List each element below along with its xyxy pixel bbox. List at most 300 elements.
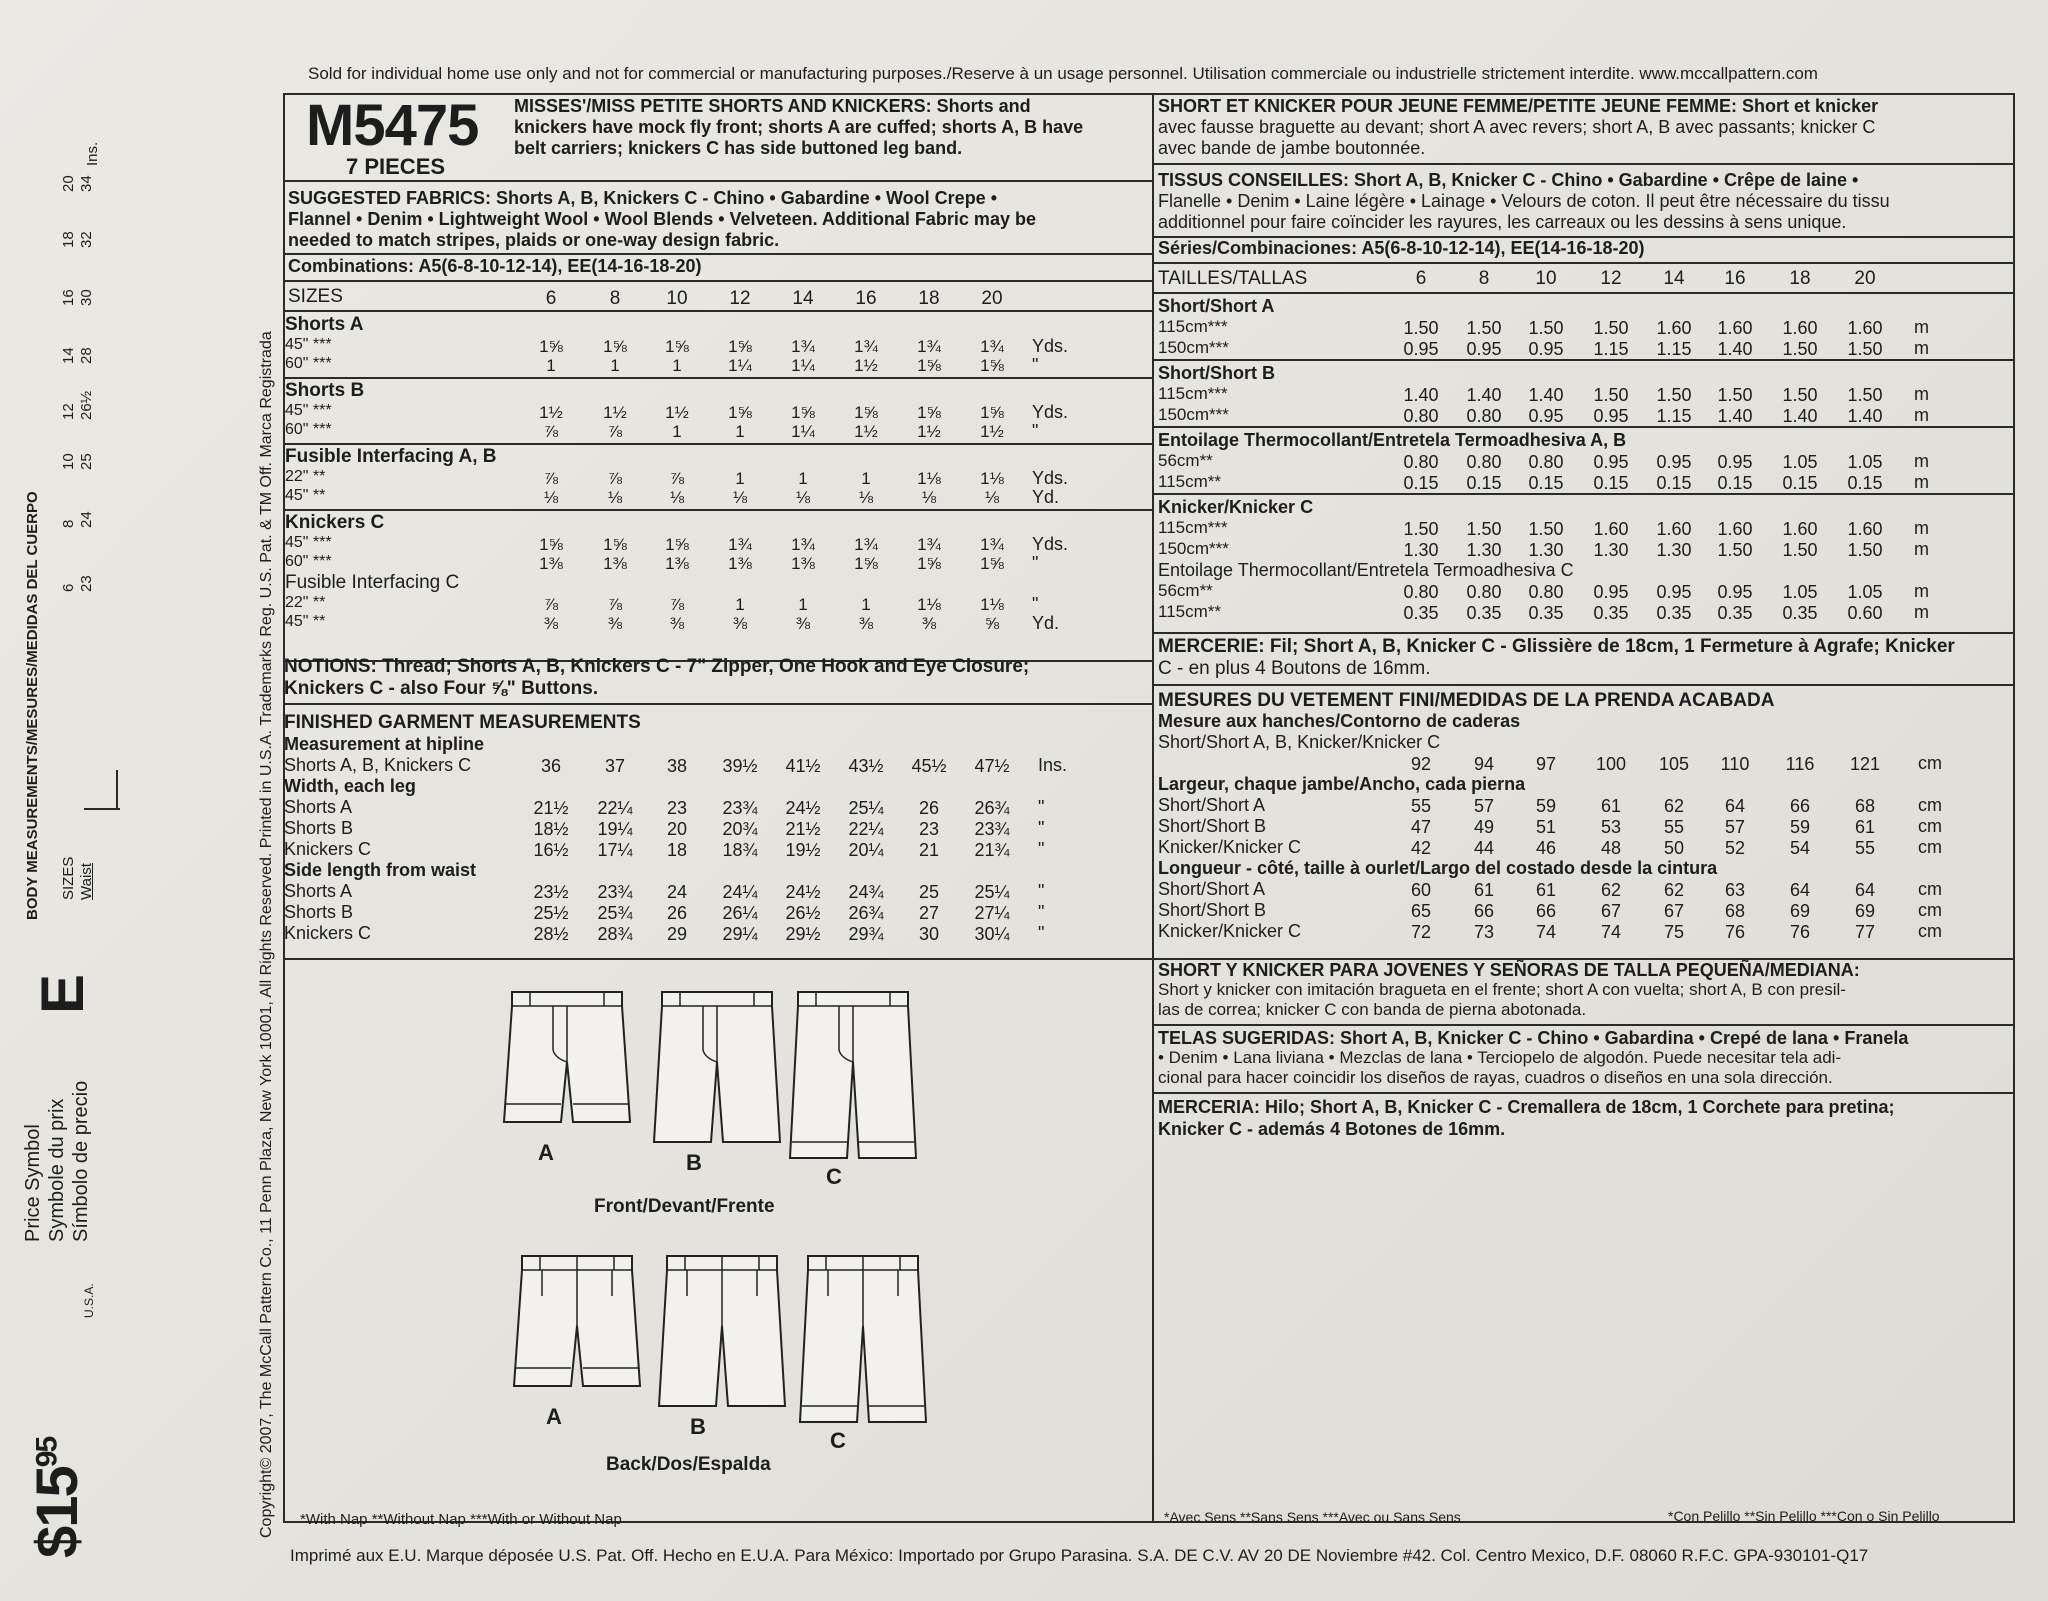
body-waist: 34 <box>78 175 95 192</box>
finished-title-fr: MESURES DU VETEMENT FINI/MEDIDAS DE LA PRENDA ACABADA <box>1158 690 1775 711</box>
yardage-value: 1¾ <box>791 337 815 356</box>
divider <box>283 377 1153 379</box>
finished-value: 17¼ <box>597 840 633 860</box>
yardage-value: 1 <box>546 356 556 375</box>
yardage-value: 1½ <box>539 403 563 422</box>
metric-value: 0.15 <box>1717 473 1753 493</box>
yardage-value: 1⅛ <box>980 595 1004 614</box>
metric-row-label: 150cm*** <box>1158 405 1229 424</box>
finished-value: 24½ <box>785 798 821 818</box>
metric-row-label: 150cm*** <box>1158 338 1229 357</box>
yardage-value: 1½ <box>603 403 627 422</box>
finished-value: 24½ <box>785 882 821 902</box>
spanish-fabrics <box>1158 1028 1908 1088</box>
finished-value: 19½ <box>785 840 821 860</box>
yardage-value: 1⅝ <box>665 535 689 554</box>
french-fabrics-line: Flanelle • Denim • Laine légère • Lainage • Velours de coton. Il peut être nécessaire du tissu <box>1158 191 1890 211</box>
yardage-value: 1½ <box>917 422 941 441</box>
finished-value-fr: 50 <box>1663 838 1685 858</box>
size-col: 6 <box>545 288 557 309</box>
body-measurements-title: BODY MEASUREMENTS/MESURES/MEDIDAS DEL CUERPO <box>24 491 41 920</box>
taille-col: 16 <box>1724 268 1746 289</box>
finished-value-fr: 76 <box>1789 922 1811 942</box>
finished-value-fr: 67 <box>1663 901 1685 921</box>
finished-row-label-fr: Short/Short B <box>1158 900 1267 920</box>
finished-value-fr: 72 <box>1410 922 1432 942</box>
sizes-header: SIZES <box>288 286 343 307</box>
finished-value: 28¾ <box>597 924 633 944</box>
metric-value: 0.80 <box>1403 452 1439 472</box>
metric-value: 0.95 <box>1593 452 1629 472</box>
metric-value: 1.40 <box>1847 406 1883 426</box>
metric-unit: m <box>1914 539 1929 559</box>
finished-value-fr: 67 <box>1600 901 1622 921</box>
fabrics-line: SUGGESTED FABRICS: Shorts A, B, Knickers C - Chino • Gabardine • Wool Crepe • <box>288 188 997 208</box>
yardage-value: 1⅝ <box>980 356 1004 375</box>
finished-value: 30¼ <box>974 924 1010 944</box>
metric-value: 1.50 <box>1528 519 1564 539</box>
finished-value-fr: 76 <box>1724 922 1746 942</box>
frame-right <box>2013 93 2015 1523</box>
metric-value: 1.40 <box>1782 406 1818 426</box>
finished-value-fr: 54 <box>1789 838 1811 858</box>
yardage-value: 1 <box>735 469 745 488</box>
yardage-value: ⅜ <box>795 614 811 633</box>
tailles-header: TAILLES/TALLAS <box>1158 268 1308 289</box>
metric-value: 0.35 <box>1656 603 1692 623</box>
yardage-unit: " <box>1032 355 1039 375</box>
metric-value: 0.15 <box>1466 473 1502 493</box>
view-letter-back-a: A <box>546 1404 562 1429</box>
finished-unit: " <box>1038 902 1045 922</box>
metric-value: 1.50 <box>1847 540 1883 560</box>
waist-rule-tick <box>116 770 118 810</box>
metric-row-label: 115cm*** <box>1158 317 1228 336</box>
metric-value: 1.50 <box>1403 318 1439 338</box>
metric-value: 0.95 <box>1717 582 1753 602</box>
french-description <box>1158 96 1878 159</box>
finished-value-fr: 75 <box>1663 922 1685 942</box>
yardage-value: 1⅜ <box>539 554 563 573</box>
finished-value: 21½ <box>785 819 821 839</box>
pieces-count: 7 PIECES <box>346 154 446 179</box>
body-size: 14 <box>60 347 77 364</box>
metric-value: 0.95 <box>1717 452 1753 472</box>
metric-value: 0.95 <box>1593 582 1629 602</box>
divider <box>1152 359 2015 361</box>
yardage-unit: Yd. <box>1032 487 1060 507</box>
yardage-value: ⅞ <box>543 422 559 441</box>
divider <box>283 703 1153 705</box>
metric-unit: m <box>1914 317 1929 337</box>
size-col: 14 <box>792 288 814 309</box>
finished-unit-fr: cm <box>1918 795 1942 815</box>
finished-value-fr: 55 <box>1410 796 1432 816</box>
yardage-unit: " <box>1032 553 1039 573</box>
finished-unit: " <box>1038 797 1045 817</box>
yardage-value: 1¾ <box>854 337 878 356</box>
finished-value-fr: 53 <box>1600 817 1622 837</box>
metric-value: 0.95 <box>1593 406 1629 426</box>
finished-row-label: Knickers C <box>284 923 372 943</box>
finished-row-label: Shorts A <box>284 797 353 817</box>
divider <box>283 443 1153 445</box>
finished-value-fr: 61 <box>1535 880 1557 900</box>
yardage-unit: Yds. <box>1032 534 1069 554</box>
taille-col: 8 <box>1478 268 1490 289</box>
yardage-value: ⅜ <box>732 614 748 633</box>
metric-value: 0.35 <box>1717 603 1753 623</box>
yardage-value: 1 <box>735 595 745 614</box>
finished-value: 19¼ <box>597 819 633 839</box>
spanish-description <box>1158 960 1860 1020</box>
finished-value: 25¼ <box>848 798 884 818</box>
french-desc-line: avec fausse braguette au devant; short A avec revers; short A, B avec passants; knicker C <box>1158 117 1876 137</box>
fabrics-line: needed to match stripes, plaids or one-way design fabric. <box>288 230 780 250</box>
finished-value-fr: 62 <box>1600 880 1622 900</box>
yardage-unit: Yds. <box>1032 402 1069 422</box>
taille-col: 12 <box>1600 268 1622 289</box>
divider <box>1152 1092 2015 1094</box>
size-col: 18 <box>918 288 940 309</box>
metric-value: 0.95 <box>1466 339 1502 359</box>
yardage-value: 1⅜ <box>665 554 689 573</box>
metric-value: 1.60 <box>1717 318 1753 338</box>
finished-value: 23½ <box>533 882 569 902</box>
finished-value: 26½ <box>785 903 821 923</box>
metric-unit: m <box>1914 518 1929 538</box>
finished-value: 23¾ <box>722 798 758 818</box>
view-letter-front-c: C <box>826 1164 842 1189</box>
finished-value-fr: 55 <box>1663 817 1685 837</box>
finished-unit: " <box>1038 839 1045 859</box>
metric-row-label: 115cm** <box>1158 602 1221 621</box>
finished-value: 23 <box>666 798 688 818</box>
finished-value: 18¾ <box>722 840 758 860</box>
mercerie-line: MERCERIE: Fil; Short A, B, Knicker C - Glissière de 18cm, 1 Fermeture à Agrafe; Knicker <box>1158 636 1955 657</box>
metric-value: 0.15 <box>1847 473 1883 493</box>
finished-value-fr: 44 <box>1473 838 1495 858</box>
spanish-desc-line: Short y knicker con imitación bragueta en el frente; short A con vuelta; short A, B con presil- <box>1158 980 1846 999</box>
metric-unit: m <box>1914 384 1929 404</box>
finished-value: 27 <box>918 903 940 923</box>
metric-value: 0.15 <box>1782 473 1818 493</box>
finished-value-fr: 100 <box>1595 754 1627 774</box>
taille-col: 14 <box>1663 268 1685 289</box>
finished-value-fr: 51 <box>1535 817 1557 837</box>
finished-value: 21½ <box>533 798 569 818</box>
finished-value: 18½ <box>533 819 569 839</box>
finished-value-fr: 62 <box>1663 880 1685 900</box>
metric-unit: m <box>1914 602 1929 622</box>
yardage-value: ⅝ <box>984 614 1000 633</box>
metric-value: 0.35 <box>1593 603 1629 623</box>
finished-row-label-fr: Short/Short B <box>1158 816 1267 836</box>
finished-value-fr: 63 <box>1724 880 1746 900</box>
waist-rule <box>84 808 120 810</box>
finished-value-fr: 73 <box>1473 922 1495 942</box>
taille-col: 10 <box>1535 268 1557 289</box>
spanish-desc-line: SHORT Y KNICKER PARA JOVENES Y SEÑORAS DE TALLA PEQUEÑA/MEDIANA: <box>1158 960 1860 980</box>
yardage-value: 1 <box>798 469 808 488</box>
finished-value: 47½ <box>974 756 1010 776</box>
metric-row-label: Entoilage Thermocollant/Entretela Termoadhesiva C <box>1158 560 1574 580</box>
yardage-row-label: 45" *** <box>285 402 332 419</box>
yardage-value: 1⅝ <box>854 403 878 422</box>
finished-value: 20¼ <box>848 840 884 860</box>
price-symbol-en: Price Symbol <box>22 1124 44 1242</box>
metric-row-label: 56cm** <box>1158 581 1213 600</box>
notions-line: Knickers C - also Four ⅝" Buttons. <box>284 678 599 699</box>
finished-value: 29¼ <box>722 924 758 944</box>
finished-value-fr: 68 <box>1724 901 1746 921</box>
finished-value: 38 <box>666 756 688 776</box>
metric-row-label: Entoilage Thermocollant/Entretela Termoadhesiva A, B <box>1158 430 1627 450</box>
yardage-value: 1⅝ <box>917 356 941 375</box>
description <box>514 96 1083 159</box>
view-letter-front-b: B <box>686 1150 702 1175</box>
metric-value: 1.50 <box>1782 339 1818 359</box>
price-symbol-es: Símbolo de precio <box>70 1080 92 1242</box>
notions-line: NOTIONS: Thread; Shorts A, B, Knickers C - 7" Zipper, One Hook and Eye Closure; <box>284 656 1030 677</box>
divider <box>1152 262 2015 264</box>
finished-value: 24¾ <box>848 882 884 902</box>
metric-value: 1.60 <box>1847 318 1883 338</box>
finished-unit: " <box>1038 881 1045 901</box>
yardage-value: ⅞ <box>607 595 623 614</box>
finished-row-label: Shorts A <box>284 881 353 901</box>
finished-value-fr: 66 <box>1789 796 1811 816</box>
yardage-row-label: 60" *** <box>285 553 332 570</box>
yardage-value: 1¾ <box>917 535 941 554</box>
yardage-value: 1¾ <box>791 535 815 554</box>
metric-value: 0.95 <box>1656 452 1692 472</box>
metric-value: 1.60 <box>1656 519 1692 539</box>
finished-value: 29½ <box>785 924 821 944</box>
finished-value: 18 <box>666 840 688 860</box>
legend-fr: *Avec Sens **Sans Sens ***Avec ou Sans Sens <box>1164 1509 1461 1525</box>
yardage-value: ⅜ <box>543 614 559 633</box>
metric-value: 0.60 <box>1847 603 1883 623</box>
combinations: Combinations: A5(6-8-10-12-14), EE(14-16-18-20) <box>288 256 702 276</box>
body-size: 8 <box>60 519 77 528</box>
body-size: 16 <box>60 289 77 306</box>
yardage-row-label: 45" ** <box>285 613 326 630</box>
finished-value: 26¾ <box>974 798 1010 818</box>
metric-value: 0.15 <box>1528 473 1564 493</box>
finished-value: 26¼ <box>722 903 758 923</box>
view-letter-back-c: C <box>830 1428 846 1453</box>
merceria-line: MERCERIA: Hilo; Short A, B, Knicker C - Cremallera de 18cm, 1 Corchete para pretina; <box>1158 1097 1895 1117</box>
yardage-value: ⅜ <box>858 614 874 633</box>
body-waist: 25 <box>78 453 95 470</box>
metric-value: 1.50 <box>1847 339 1883 359</box>
metric-value: 1.60 <box>1593 519 1629 539</box>
divider <box>283 280 1153 282</box>
divider <box>1152 292 2015 294</box>
metric-value: 0.15 <box>1656 473 1692 493</box>
yardage-value: 1⅝ <box>854 554 878 573</box>
divider <box>1152 632 2015 634</box>
body-size: 12 <box>60 403 77 420</box>
yardage-row-label: 22" ** <box>285 468 326 485</box>
yardage-unit: " <box>1032 421 1039 441</box>
yardage-value: 1⅝ <box>728 403 752 422</box>
body-waist: 32 <box>78 231 95 248</box>
finished-unit: " <box>1038 818 1045 838</box>
yardage-block-title: Knickers C <box>285 512 385 533</box>
metric-value: 1.50 <box>1593 385 1629 405</box>
yardage-value: 1⅝ <box>603 337 627 356</box>
finished-unit: " <box>1038 923 1045 943</box>
finished-row-label-fr: Short/Short A, B, Knicker/Knicker C <box>1158 732 1441 752</box>
metric-unit: m <box>1914 405 1929 425</box>
yardage-block-title: Shorts A <box>285 314 364 335</box>
metric-value: 1.40 <box>1466 385 1502 405</box>
finished-value-fr: 69 <box>1854 901 1876 921</box>
yardage-block-title: Shorts B <box>285 380 365 401</box>
finished-unit-fr: cm <box>1918 753 1942 773</box>
finished-unit: Ins. <box>1038 755 1068 775</box>
yardage-value: 1½ <box>665 403 689 422</box>
french-fabrics-line: additionnel pour faire coïncider les rayures, les carreaux ou les dessins à sens unique. <box>1158 212 1847 232</box>
french-desc-line: avec bande de jambe boutonnée. <box>1158 138 1426 158</box>
finished-row-label-fr: Short/Short A <box>1158 879 1266 899</box>
yardage-row-label: 45" *** <box>285 534 332 551</box>
finished-value: 41½ <box>785 756 821 776</box>
metric-row-label: 115cm** <box>1158 472 1221 491</box>
yardage-value: 1⅝ <box>603 535 627 554</box>
metric-value: 0.95 <box>1528 339 1564 359</box>
metric-value: 0.95 <box>1656 582 1692 602</box>
finished-value: 25¼ <box>974 882 1010 902</box>
finished-value: 29 <box>666 924 688 944</box>
metric-value: 0.95 <box>1403 339 1439 359</box>
description-line: MISSES'/MISS PETITE SHORTS AND KNICKERS: Shorts and <box>514 96 1031 116</box>
spanish-fabrics-line: cional para hacer coincidir los diseños de rayas, cuadros o diseños en una sola dirección. <box>1158 1068 1833 1087</box>
metric-value: 0.15 <box>1593 473 1629 493</box>
finished-value: 36 <box>540 756 562 776</box>
body-size: 20 <box>60 175 77 192</box>
finished-row-label: Knickers C <box>284 839 372 859</box>
metric-value: 1.30 <box>1528 540 1564 560</box>
price-symbol-fr: Symbole du prix <box>46 1098 68 1242</box>
finished-value: 26 <box>666 903 688 923</box>
finished-value: 22¼ <box>597 798 633 818</box>
legend-es: *Con Pelillo **Sin Pelillo ***Con o Sin Pelillo <box>1668 1508 1940 1524</box>
yardage-value: ⅞ <box>543 469 559 488</box>
metric-value: 1.50 <box>1528 318 1564 338</box>
metric-value: 0.80 <box>1403 582 1439 602</box>
finished-value-fr: 64 <box>1854 880 1876 900</box>
finished-value: 24¼ <box>722 882 758 902</box>
finished-value-fr: 97 <box>1535 754 1557 774</box>
mercerie <box>1158 636 1955 680</box>
finished-value-fr: 92 <box>1410 754 1432 774</box>
finished-value-fr: 49 <box>1473 817 1495 837</box>
yardage-value: ⅞ <box>607 422 623 441</box>
back-views <box>514 1256 926 1422</box>
divider <box>283 509 1153 511</box>
yardage-value: 1 <box>735 422 745 441</box>
finished-value-fr: 59 <box>1535 796 1557 816</box>
suggested-fabrics <box>288 188 1036 251</box>
finished-value-fr: 69 <box>1789 901 1811 921</box>
metric-value: 1.60 <box>1782 519 1818 539</box>
yardage-block-title: Fusible Interfacing A, B <box>285 446 497 467</box>
finished-value: 39½ <box>722 756 758 776</box>
finished-value: 24 <box>666 882 688 902</box>
finished-value-fr: 74 <box>1600 922 1622 942</box>
metric-value: 1.60 <box>1847 519 1883 539</box>
finished-value-fr: 46 <box>1535 838 1557 858</box>
finished-unit-fr: cm <box>1918 879 1942 899</box>
yardage-value: 1⅝ <box>917 403 941 422</box>
yardage-value: 1⅜ <box>603 554 627 573</box>
yardage-value: ⅜ <box>669 614 685 633</box>
nap-legend: *With Nap **Without Nap ***With or Without Nap <box>300 1511 622 1528</box>
finished-value-fr: 68 <box>1854 796 1876 816</box>
yardage-value: ⅜ <box>921 614 937 633</box>
merceria <box>1158 1096 1895 1140</box>
waist-label: Waist <box>78 863 95 900</box>
finished-value-fr: 48 <box>1600 838 1622 858</box>
finished-value: 23¾ <box>974 819 1010 839</box>
metric-value: 1.30 <box>1403 540 1439 560</box>
metric-row-label: 115cm*** <box>1158 384 1228 403</box>
yardage-value: 1½ <box>854 356 878 375</box>
yardage-value: ⅛ <box>858 488 874 507</box>
metric-value: 0.80 <box>1403 406 1439 426</box>
description-line: knickers have mock fly front; shorts A are cuffed; shorts A, B have <box>514 117 1084 137</box>
body-size: 18 <box>60 231 77 248</box>
finished-value-fr: 64 <box>1724 796 1746 816</box>
divider <box>283 958 1153 960</box>
finished-value-fr: 64 <box>1789 880 1811 900</box>
divider <box>283 310 1153 312</box>
yardage-value: ⅛ <box>543 488 559 507</box>
yardage-value: ⅞ <box>607 469 623 488</box>
metric-value: 1.50 <box>1466 519 1502 539</box>
metric-row-label: Short/Short B <box>1158 363 1275 383</box>
metric-value: 1.50 <box>1847 385 1883 405</box>
metric-row-label: Knicker/Knicker C <box>1158 497 1314 517</box>
finished-value-fr: 47 <box>1410 817 1432 837</box>
body-waist: 30 <box>78 289 95 306</box>
finished-value: 26 <box>918 798 940 818</box>
metric-value: 0.80 <box>1528 582 1564 602</box>
finished-value-fr: 59 <box>1789 817 1811 837</box>
finished-value: 23¾ <box>597 882 633 902</box>
finished-value-fr: 94 <box>1473 754 1495 774</box>
yardage-value: ⅛ <box>795 488 811 507</box>
yardage-value: 1¾ <box>728 535 752 554</box>
notions <box>284 656 1029 700</box>
yardage-value: 1 <box>610 356 620 375</box>
price-country: U.S.A. <box>82 1283 96 1318</box>
finished-title: FINISHED GARMENT MEASUREMENTS <box>284 712 641 733</box>
yardage-value: 1⅛ <box>917 469 941 488</box>
spanish-fabrics-line: • Denim • Lana liviana • Mezclas de lana • Terciopelo de algodón. Puede necesitar tela adi- <box>1158 1048 1842 1067</box>
metric-row-label: 150cm*** <box>1158 539 1229 558</box>
sizes-label: SIZES <box>60 856 77 900</box>
taille-col: 20 <box>1854 268 1876 289</box>
yardage-value: ⅞ <box>669 469 685 488</box>
finished-value-fr: 61 <box>1473 880 1495 900</box>
french-fabrics <box>1158 170 1890 233</box>
metric-value: 1.05 <box>1782 582 1818 602</box>
finished-row-label-fr: Longueur - côté, taille à ourlet/Largo del costado desde la cintura <box>1158 858 1718 878</box>
